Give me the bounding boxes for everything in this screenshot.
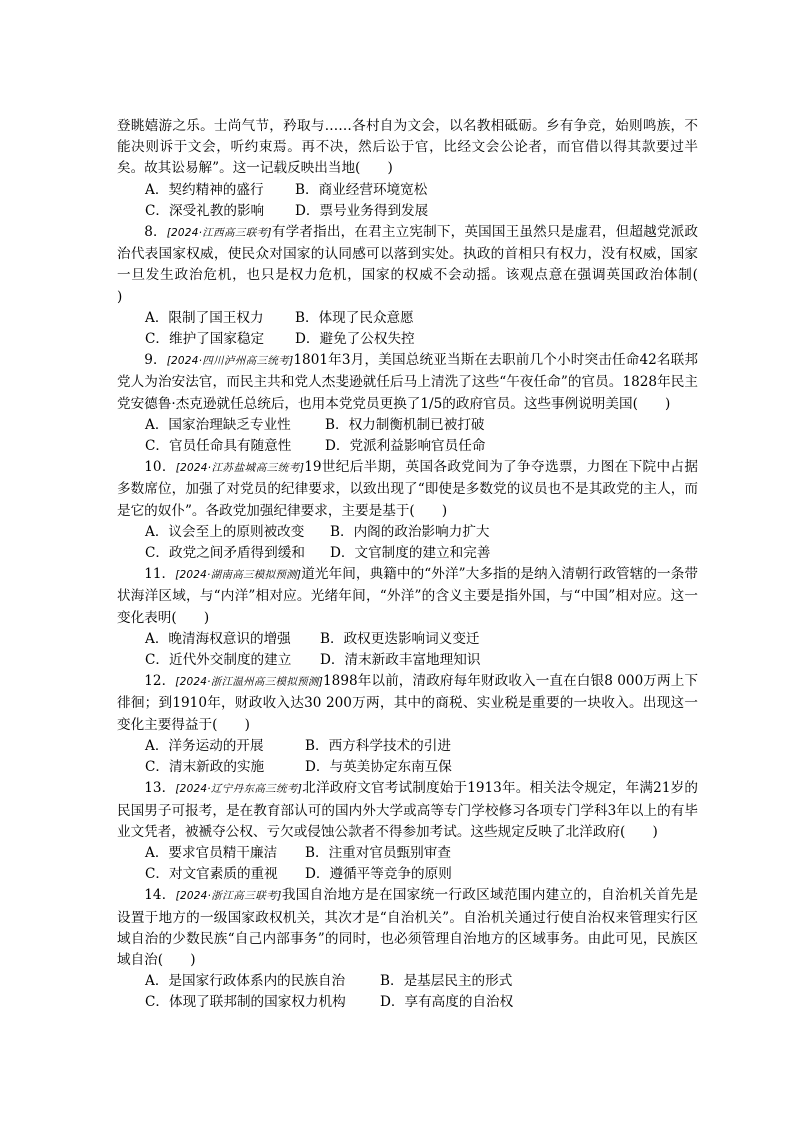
answer-options [117,736,698,778]
question-number: 11． [144,566,176,583]
question-8 [117,222,726,350]
question-stem: 北洋政府文官考试制度始于1913年。相关法令规定，年满21岁的民国男子可报考，是在教育部认可的国内外大学或高等专门学校修习各项专门学科3年以上的有毕业文凭者，被褫夺公权、亏欠或侵蚀公款者不得参加考试。这些规定反映了北洋政府( ) [117,780,698,840]
question-text [117,457,698,522]
option-c[interactable]: C．深受礼教的影响 [145,202,265,219]
option-row [145,843,698,864]
question-source: [2024·江西高三联考] [166,227,272,240]
option-b[interactable]: B．注重对官员甄别审查 [305,844,451,861]
question-source: [2024·江苏盐城高三统考] [175,462,305,475]
question-source: [2024·浙江高三联考] [175,890,282,903]
option-a[interactable]: A．国家治理缺乏专业性 [145,416,291,433]
option-a[interactable]: A．洋务运动的开展 [145,737,264,754]
question-text [117,564,698,629]
option-row [145,180,698,201]
question-12 [117,671,698,778]
question-number: 9． [144,352,167,369]
option-d[interactable]: D．文官制度的建立和完善 [330,545,491,562]
option-row [145,650,698,671]
option-d[interactable]: D．与英美协定东南互保 [305,759,452,776]
option-a[interactable]: A．是国家行政体系内的民族自治 [145,973,346,990]
answer-options [117,415,698,457]
option-row [145,415,698,436]
question-14 [117,885,698,1013]
option-a[interactable]: A．晚清海权意识的增强 [145,630,291,647]
question-stem: 道光年间，典籍中的“外洋”大多指的是纳入清朝行政管辖的一条带状海洋区域，与“内洋”相对应。光绪年间，“外洋”的含义主要是指外国，与“中国”相对应。这一变化表明( ) [117,566,698,626]
option-row [145,757,698,778]
question-10 [117,457,698,564]
question-stem: 登眺嬉游之乐。士尚气节，矜取与……各村自为文会，以名教相砥砺。乡有争竞，始则鸣族，不能决则诉于文会，听约束焉。再不决，然后讼于官，比经文会公论者，而官借以得其款要过半矣。故其讼易解”。这一记载反映出当地( ) [117,118,698,177]
option-b[interactable]: B．是基层民主的形式 [380,973,513,990]
question-text [117,778,698,843]
question-7-continued [117,116,698,222]
question-source: [2024·湖南高三模拟预测] [175,569,302,582]
question-stem: 有学者指出，在君主立宪制下，英国国王虽然只是虚君，但超越党派政治代表国家权威，使民众对国家的认同感可以落到实处。执政的首相只有权力，没有权威，国家一旦发生政治危机，也只是权力危机，国家的权威不会动摇。该观点意在强调英国政治体制( ) [117,224,726,305]
question-number: 14． [144,887,176,904]
answer-options [117,180,698,222]
answer-options [117,971,698,1013]
option-row [145,543,698,564]
question-stem: 19世纪后半期，英国各政党间为了争夺选票，力图在下院中占据多数席位，加强了对党员的纪律要求，以致出现了“即使是多数党的议员也不是其政党的主人，而是它的奴仆”。各政党加强纪律要求，主要是基于( ) [117,459,698,519]
option-b[interactable]: B．政权更迭影响词义变迁 [320,630,480,647]
question-13 [117,778,698,885]
option-row [145,971,698,992]
question-source: [2024·辽宁丹东高三统考] [175,783,303,796]
question-9 [117,350,698,457]
option-row [145,522,698,543]
option-row [145,308,698,329]
option-row [145,629,698,650]
question-number: 13． [144,780,176,797]
option-d[interactable]: D．清末新政丰富地理知识 [320,652,481,669]
option-row [145,864,698,885]
question-source: [2024·浙江温州高三模拟预测] [175,676,324,689]
option-b[interactable]: B．权力制衡机制已被打破 [325,416,485,433]
option-d[interactable]: D．遵循平等竞争的原则 [305,866,452,883]
option-c[interactable]: C．清末新政的实施 [145,759,265,776]
option-c[interactable]: C．政党之间矛盾得到缓和 [145,545,305,562]
option-d[interactable]: D．党派利益影响官员任命 [325,438,486,455]
answer-options [117,522,698,564]
answer-options [117,308,698,350]
option-b[interactable]: B．商业经营环境宽松 [295,181,428,198]
answer-options [117,843,698,885]
option-d[interactable]: D．享有高度的自治权 [380,994,514,1011]
option-a[interactable]: A．议会至上的原则被改变 [145,523,305,540]
question-number: 12． [144,673,176,690]
question-text [117,222,726,308]
question-stem: 我国自治地方是在国家统一行政区域范围内建立的，自治机关首先是设置于地方的一级国家政权机关，其次才是“自治机关”。自治机关通过行使自治权来管理实行区域自治的少数民族“自己内部事务”的同时，也必须管理自治地方的区域事务。由此可见，民族区域自治( ) [117,887,698,968]
option-a[interactable]: A．要求官员精干廉洁 [145,844,278,861]
option-row [145,329,698,350]
option-b[interactable]: B．内阁的政治影响力扩大 [330,523,490,540]
option-c[interactable]: C．维护了国家稳定 [145,331,265,348]
question-text [117,885,698,971]
option-d[interactable]: D．避免了公权失控 [295,331,415,348]
option-c[interactable]: C．近代外交制度的建立 [145,652,292,669]
option-d[interactable]: D．票号业务得到发展 [295,202,429,219]
option-c[interactable]: C．官员任命具有随意性 [145,438,292,455]
answer-options [117,629,698,671]
option-a[interactable]: A．契约精神的盛行 [145,181,264,198]
option-b[interactable]: B．体现了民众意愿 [295,309,414,326]
question-source: [2024·四川泸州高三统考] [166,355,294,368]
option-row [145,201,698,222]
question-stem: 1801年3月，美国总统亚当斯在去职前几个小时突击任命42名联邦党人为治安法官，而民主共和党人杰斐逊就任后马上清洗了这些“午夜任命”的官员。1828年民主党安德鲁·杰克逊就任总统后，也用本党党员更换了1/5的政府官员。这些事例说明美国( ) [117,352,698,412]
question-stem: 1898年以前，清政府每年财政收入一直在白银8 000万两上下徘徊；到1910年，财政收入达30 200万两，其中的商税、实业税是重要的一块收入。出现这一变化主要得益于( ) [117,673,698,733]
option-row [145,736,698,757]
question-11 [117,564,698,671]
question-text [117,671,698,736]
question-number: 8． [144,224,167,241]
option-row [145,436,698,457]
option-c[interactable]: C．体现了联邦制的国家权力机构 [145,994,346,1011]
option-a[interactable]: A．限制了国王权力 [145,309,264,326]
question-text [117,350,698,415]
option-b[interactable]: B．西方科学技术的引进 [305,737,451,754]
option-c[interactable]: C．对文官素质的重视 [145,866,278,883]
question-number: 10． [144,459,176,476]
option-row [145,992,698,1013]
